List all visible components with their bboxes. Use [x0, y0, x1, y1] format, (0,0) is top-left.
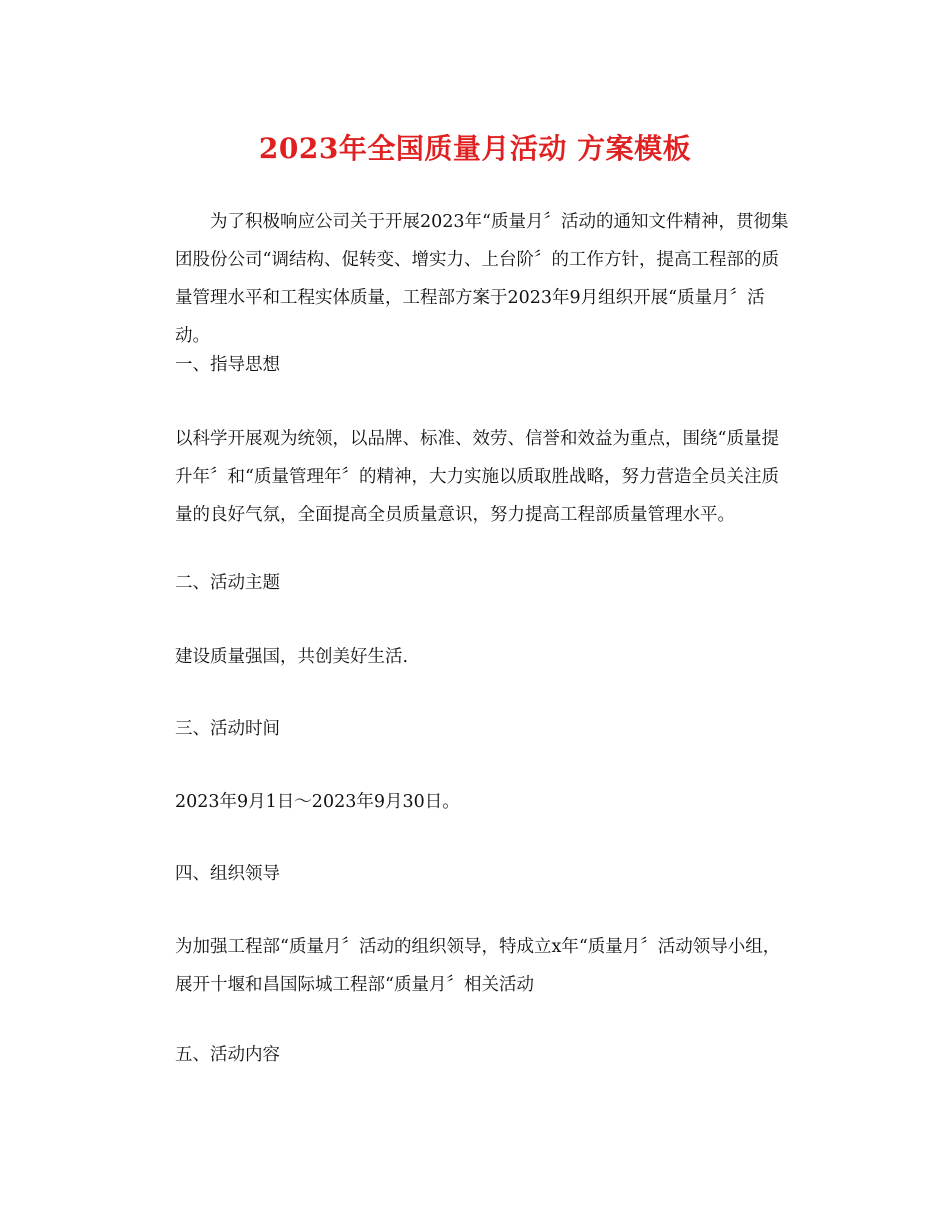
section-body-guiding-ideology: 以科学开展观为统领，以品牌、标准、效劳、信誉和效益为重点，围绕“质量提升年〞和“质量管理年〞的精神，大力实施以质取胜战略，努力营造全员关注质量的良好气氛，全面提高全员质量意识，努力提高工程部质量管理水平。	[175, 429, 779, 525]
section-heading-activity-content: 五、活动内容	[175, 1045, 280, 1065]
section-heading-guiding-ideology: 一、指导思想	[175, 355, 280, 375]
intro-paragraph: 为了积极响应公司关于开展2023年“质量月〞活动的通知文件精神，贯彻集团股份公司“调结构、促转变、增实力、上台阶〞的工作方针，提高工程部的质量管理水平和工程实体质量，工程部方案于2023年9月组织开展“质量月〞活动。	[175, 212, 789, 346]
document-title: 2023年全国质量月活动 方案模板	[258, 132, 692, 165]
section-heading-activity-theme: 二、活动主题	[175, 573, 280, 593]
section-body-activity-theme: 建设质量强国，共创美好生活.	[175, 647, 409, 667]
section-heading-activity-time: 三、活动时间	[175, 719, 280, 739]
section-body-activity-time: 2023年9月1日～2023年9月30日。	[175, 792, 460, 812]
section-heading-organization: 四、组织领导	[175, 864, 280, 884]
section-body-organization: 为加强工程部“质量月〞活动的组织领导，特成立x年“质量月〞活动领导小组，展开十堰和昌国际城工程部“质量月〞相关活动	[175, 937, 781, 995]
